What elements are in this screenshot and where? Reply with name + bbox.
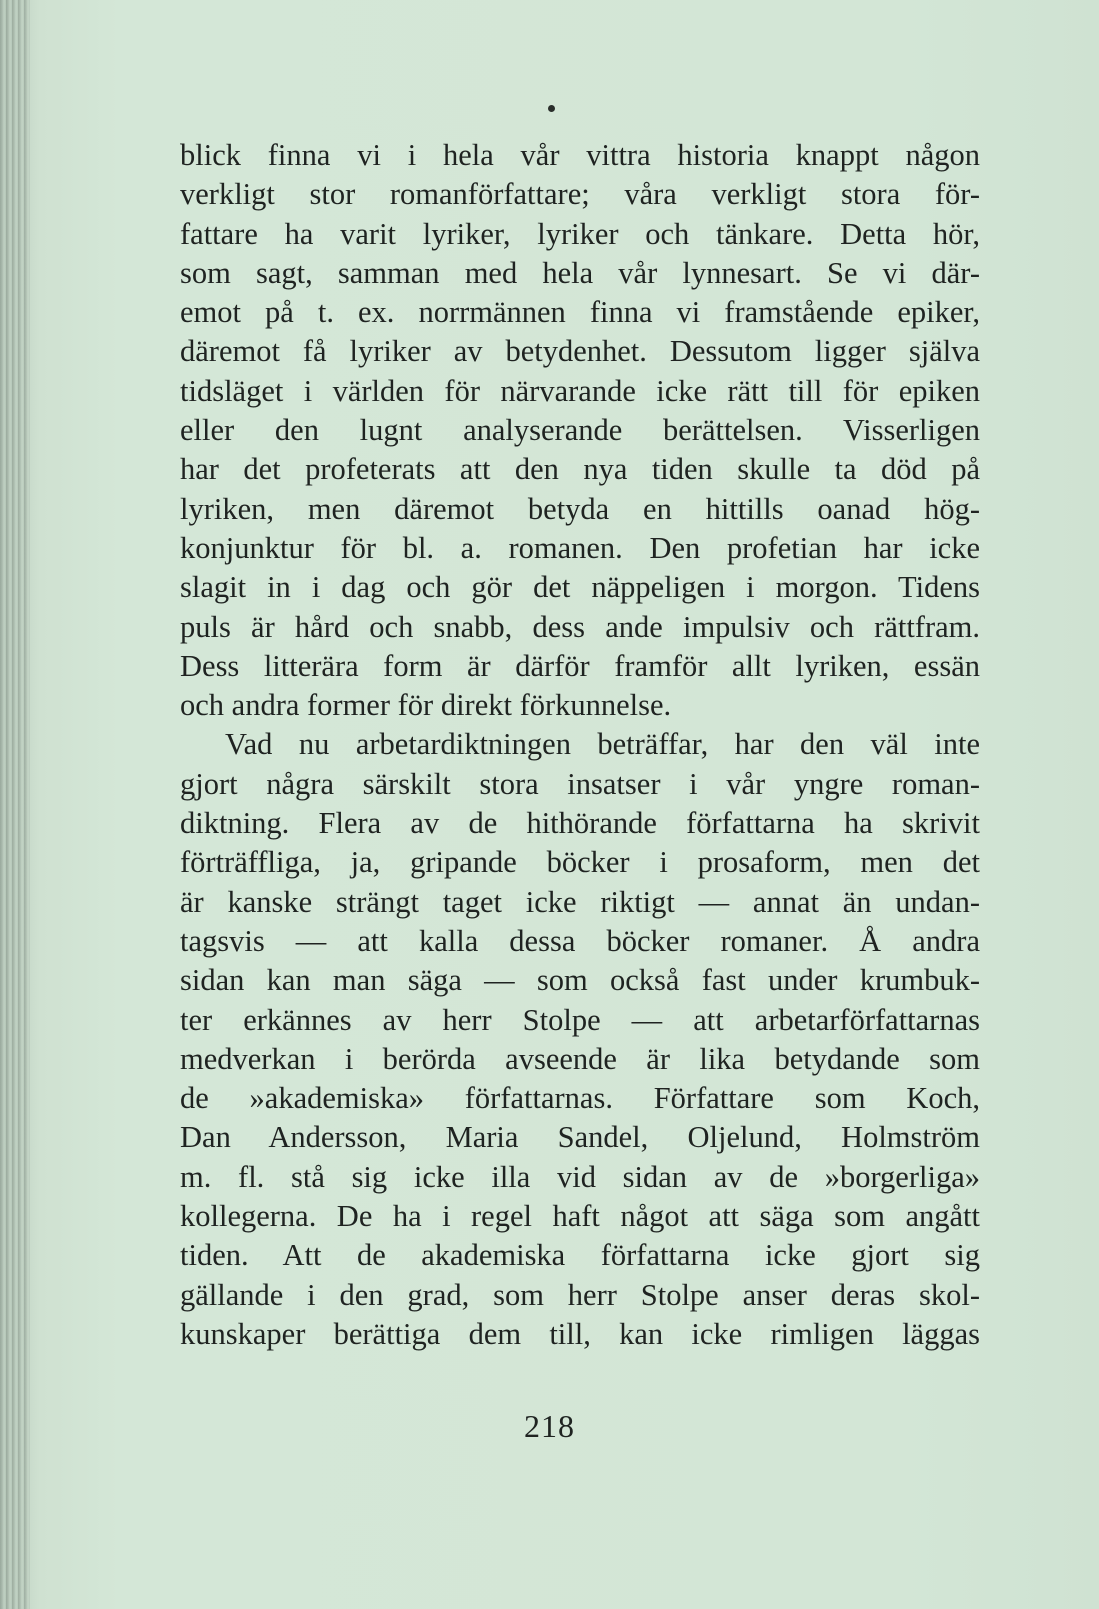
text-line: puls är hård och snabb, dess ande impulsiv och rättfram.	[180, 609, 980, 644]
text-line: kollegerna. De ha i regel haft något att säga som angått	[180, 1199, 980, 1234]
paragraph-start-line: Vad nu arbetardiktningen beträffar, har den väl inte	[225, 727, 980, 762]
text-line: Dan Andersson, Maria Sandel, Oljelund, Holmström	[180, 1120, 980, 1155]
text-line: som sagt, samman med hela vår lynnesart. Se vi där-	[180, 255, 980, 290]
text-line: m. fl. stå sig icke illa vid sidan av de »borgerliga»	[180, 1159, 980, 1194]
body-text	[180, 136, 980, 1354]
text-line: ter erkännes av herr Stolpe — att arbetarförfattarnas	[180, 1002, 980, 1037]
text-line: fattare ha varit lyriker, lyriker och tänkare. Detta hör,	[180, 216, 980, 251]
text-line: kunskaper berättiga dem till, kan icke rimligen läggas	[180, 1316, 980, 1351]
text-line: emot på t. ex. norrmännen finna vi framstående epiker,	[180, 295, 980, 330]
text-line: förträffliga, ja, gripande böcker i prosaform, men det	[180, 845, 980, 880]
ink-dot	[548, 105, 555, 112]
page-number: 218	[524, 1408, 575, 1444]
text-line: tidsläget i världen för närvarande icke rätt till för epiken	[180, 373, 980, 408]
text-line: gällande i den grad, som herr Stolpe anser deras skol-	[180, 1277, 980, 1312]
text-line: däremot få lyriker av betydenhet. Dessutom ligger själva	[180, 334, 980, 369]
text-line: eller den lugnt analyserande berättelsen. Visserligen	[180, 413, 980, 448]
text-line: sidan kan man säga — som också fast under krumbuk-	[180, 963, 980, 998]
text-line: har det profeterats att den nya tiden skulle ta död på	[180, 452, 980, 487]
text-line: Dess litterära form är därför framför allt lyriken, essän	[180, 648, 980, 683]
text-line: lyriken, men däremot betyda en hittills oanad hög-	[180, 491, 980, 526]
text-line: gjort några särskilt stora insatser i vår yngre roman-	[180, 766, 980, 801]
text-line: verkligt stor romanförfattare; våra verkligt stora för-	[180, 177, 980, 212]
text-line: tiden. Att de akademiska författarna icke gjort sig	[180, 1238, 980, 1273]
text-line: slagit in i dag och gör det näppeligen i morgon. Tidens	[180, 570, 980, 605]
text-line: konjunktur för bl. a. romanen. Den profetian har icke	[180, 530, 980, 565]
text-line: diktning. Flera av de hithörande författarna ha skrivit	[180, 806, 980, 841]
text-line: medverkan i berörda avseende är lika betydande som	[180, 1041, 980, 1076]
text-line: blick finna vi i hela vår vittra historia knappt någon	[180, 138, 980, 172]
text-line: tagsvis — att kalla dessa böcker romaner. Å andra	[180, 923, 980, 958]
text-line: de »akademiska» författarnas. Författare som Koch,	[180, 1081, 980, 1116]
book-spine-shadow	[0, 0, 30, 1609]
paragraph-end-line: och andra former för direkt förkunnelse.	[180, 688, 672, 723]
text-line: är kanske strängt taget icke riktigt — annat än undan-	[180, 884, 980, 919]
